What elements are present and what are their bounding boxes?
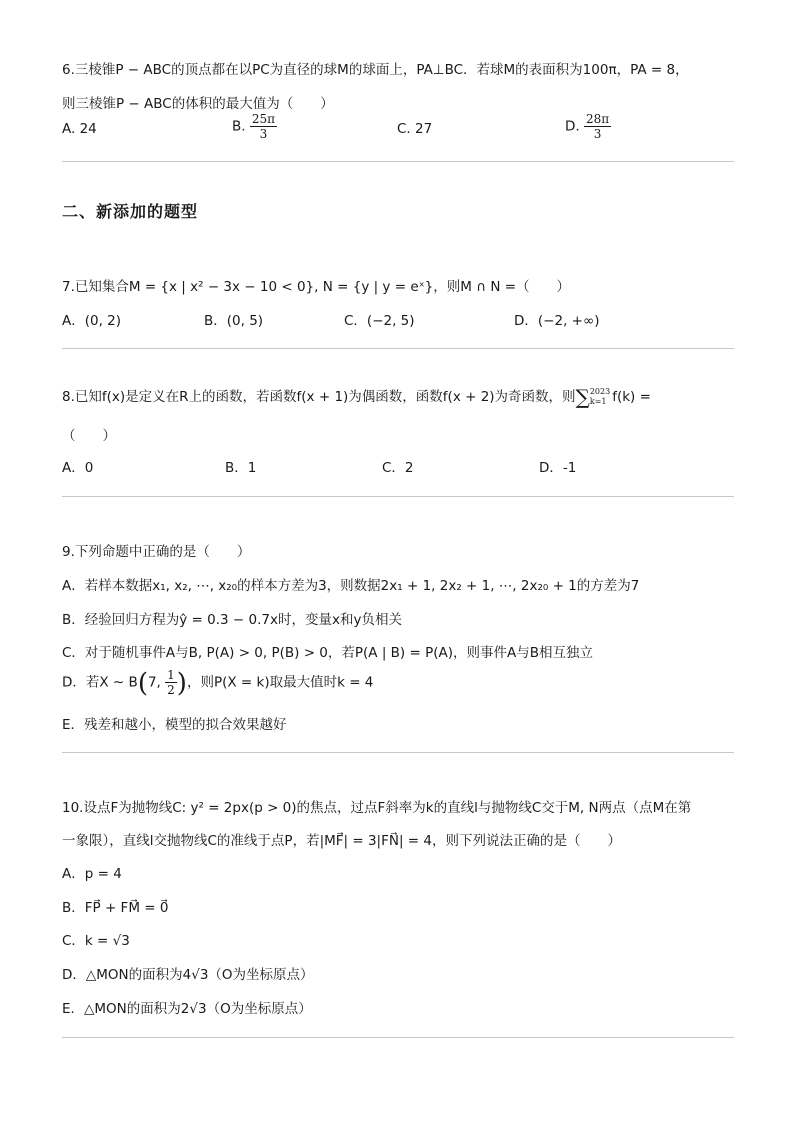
- q6-option-b: [232, 112, 277, 141]
- q6-option-a: A. 24: [62, 121, 97, 137]
- q7-option-c: C．(−2, 5): [344, 313, 415, 329]
- q9-option-c: C．对于随机事件A与B, P(A) > 0, P(B) > 0，若P(A | B) = P(A)，则事件A与B相互独立: [62, 645, 594, 661]
- q6-option-d-denominator: 3: [593, 127, 602, 141]
- q9-option-d-text: D．若X ∼ B: [62, 674, 138, 691]
- divider: [62, 752, 734, 753]
- q9-option-d: [62, 668, 373, 699]
- q10-option-a: A．p = 4: [62, 866, 122, 882]
- q7-option-a: A．(0, 2): [62, 313, 122, 329]
- q9-option-d-param: 7,: [147, 674, 161, 691]
- q8-stem-line2: （ ）: [62, 428, 116, 444]
- q9-stem: 9.下列命题中正确的是（ ）: [62, 544, 251, 560]
- q9-option-b: B．经验回归方程为ŷ = 0.3 − 0.7x时，变量x和y负相关: [62, 612, 402, 628]
- q6-option-b-denominator: 3: [259, 127, 268, 141]
- summation-upper-limit: 2023: [589, 387, 611, 396]
- q8-stem-line1: [62, 385, 651, 409]
- summation-lower-limit: k=1: [589, 397, 607, 406]
- q8-option-a: A．0: [62, 460, 94, 476]
- q9-option-e: E．残差和越小，模型的拟合效果越好: [62, 717, 287, 733]
- q9-option-d-fraction: [165, 668, 177, 697]
- q6-stem-line2: 则三棱锥P − ABC的体积的最大值为（ ）: [62, 96, 334, 112]
- q6-option-d-label: D.: [565, 118, 580, 135]
- q7-option-b: B．(0, 5): [204, 313, 264, 329]
- q6-option-b-label: B.: [232, 118, 246, 135]
- summation-symbol: ∑: [575, 385, 590, 409]
- q10-option-d: D．△MON的面积为4√3（O为坐标原点）: [62, 967, 314, 983]
- q9-option-d-denominator: 2: [167, 683, 175, 697]
- q6-option-d-fraction: [584, 112, 611, 141]
- divider: [62, 348, 734, 349]
- q7-stem: 7.已知集合M = {x | x² − 3x − 10 < 0}, N = {y | y = eˣ}，则M ∩ N =（ ）: [62, 279, 571, 295]
- q8-option-c: C．2: [382, 460, 414, 476]
- section-title: 二、新添加的题型: [62, 202, 199, 221]
- q10-option-e: E．△MON的面积为2√3（O为坐标原点）: [62, 1001, 312, 1017]
- q6-option-d-numerator: 28π: [585, 112, 610, 126]
- q8-option-d: D．-1: [539, 460, 577, 476]
- q9-option-a: A．若样本数据x₁, x₂, ⋯, x₂₀的样本方差为3，则数据2x₁ + 1, 2x₂ + 1, ⋯, 2x₂₀ + 1的方差为7: [62, 578, 640, 594]
- q7-option-d: D．(−2, +∞): [514, 313, 600, 329]
- q8-option-b: B．1: [225, 460, 257, 476]
- divider: [62, 496, 734, 497]
- divider: [62, 1037, 734, 1038]
- q6-option-b-fraction: [250, 112, 277, 141]
- right-paren: ): [176, 668, 187, 699]
- q6-option-c: C. 27: [397, 121, 433, 137]
- q10-option-c: C．k = √3: [62, 933, 130, 949]
- q9-option-d-numerator: 1: [167, 668, 175, 682]
- q10-stem-line2: 一象限），直线l交抛物线C的准线于点P，若|MF⃗| = 3|FN⃗| = 4，则下列说法正确的是（ ）: [62, 833, 622, 849]
- summation-limits: [590, 387, 610, 407]
- q6-option-b-numerator: 25π: [251, 112, 276, 126]
- divider: [62, 161, 734, 162]
- left-paren: (: [137, 668, 148, 699]
- q9-option-d-tail: ，则P(X = k)取最大值时k = 4: [186, 674, 374, 691]
- q10-option-b: B．FP⃗ + FM⃗ = 0⃗: [62, 900, 169, 916]
- q8-stem-tail: f(k) =: [612, 389, 651, 405]
- q6-stem-line1: 6.三棱锥P − ABC的顶点都在以PC为直径的球M的球面上，PA⊥BC．若球M的表面积为100π，PA = 8，: [62, 62, 689, 78]
- q6-option-d: [565, 112, 611, 141]
- q8-stem-text: 8.已知f(x)是定义在R上的函数，若函数f(x + 1)为偶函数，函数f(x + 2)为奇函数，则: [62, 389, 576, 405]
- q10-stem-line1: 10.设点F为抛物线C: y² = 2px(p > 0)的焦点，过点F斜率为k的直线l与抛物线C交于M, N两点（点M在第: [62, 800, 692, 816]
